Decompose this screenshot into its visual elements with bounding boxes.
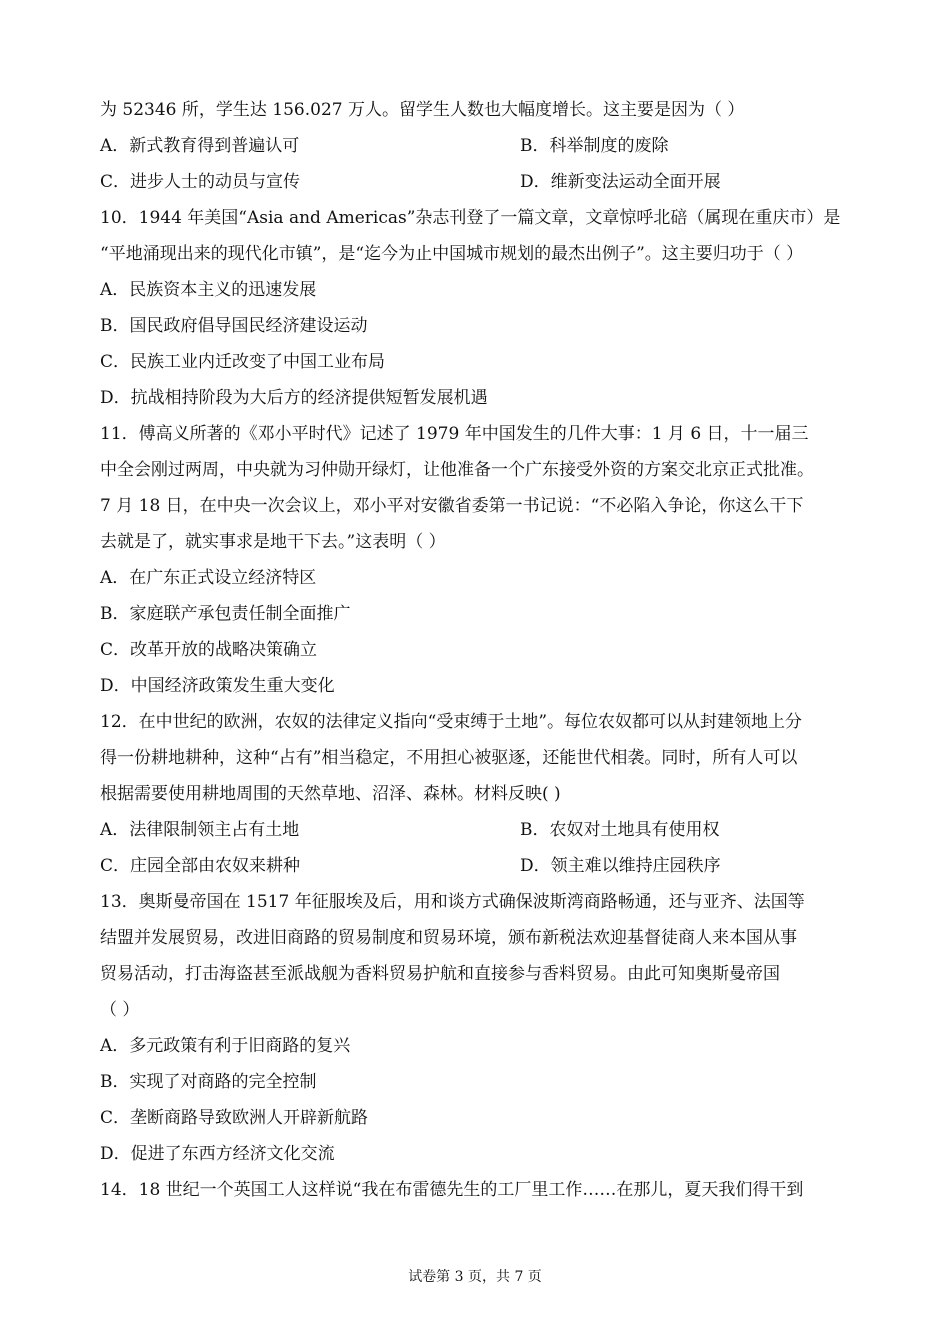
question-9-options-row-2	[100, 171, 721, 193]
question-13-line-1: 13．奥斯曼帝国在 1517 年征服埃及后，用和谈方式确保波斯湾商路畅通，还与亚齐、法国等	[100, 892, 805, 912]
option-a[interactable]: A．法律限制领主占有土地	[100, 820, 300, 840]
question-11-option-c[interactable]: C．改革开放的战略决策确立	[100, 640, 318, 660]
question-11-option-b[interactable]: B．家庭联产承包责任制全面推广	[100, 604, 351, 624]
question-11-line-4: 去就是了，就实事求是地干下去。”这表明（ ）	[100, 532, 446, 552]
question-9-text: 为 52346 所，学生达 156.027 万人。留学生人数也大幅度增长。这主要是因为（ ）	[100, 100, 745, 120]
question-12-line-1: 12．在中世纪的欧洲，农奴的法律定义指向“受束缚于土地”。每位农奴都可以从封建领地上分	[100, 712, 803, 732]
option-d[interactable]: D．领主难以维持庄园秩序	[520, 856, 721, 876]
option-b[interactable]: B．科举制度的废除	[520, 136, 669, 156]
question-13-line-3: 贸易活动，打击海盗甚至派战舰为香料贸易护航和直接参与香料贸易。由此可知奥斯曼帝国	[100, 964, 780, 984]
question-13-line-4: （ ）	[100, 1000, 140, 1020]
question-9-options-row-1	[100, 135, 669, 157]
option-d[interactable]: D．维新变法运动全面开展	[520, 172, 721, 192]
question-13-line-2: 结盟并发展贸易，改进旧商路的贸易制度和贸易环境，颁布新税法欢迎基督徒商人来本国从事	[100, 928, 797, 948]
option-a[interactable]: A．新式教育得到普遍认可	[100, 136, 300, 156]
question-11-line-1: 11．傅高义所著的《邓小平时代》记述了 1979 年中国发生的几件大事：1 月 6 日，十一届三	[100, 424, 809, 444]
question-13-option-d[interactable]: D．促进了东西方经济文化交流	[100, 1144, 335, 1164]
question-11-option-a[interactable]: A．在广东正式设立经济特区	[100, 568, 317, 588]
question-13-option-c[interactable]: C．垄断商路导致欧洲人开辟新航路	[100, 1108, 369, 1128]
question-10-line-1: 10．1944 年美国“Asia and Americas”杂志刊登了一篇文章，文章惊呼北碚（属现在重庆市）是	[100, 208, 841, 228]
question-14-line-1: 14．18 世纪一个英国工人这样说“我在布雷德先生的工厂里工作……在那儿，夏天我们得干到	[100, 1180, 804, 1200]
question-11-option-d[interactable]: D．中国经济政策发生重大变化	[100, 676, 335, 696]
question-11-line-3: 7 月 18 日，在中央一次会议上，邓小平对安徽省委第一书记说：“不必陷入争论，你这么干下	[100, 496, 804, 516]
question-13-option-b[interactable]: B．实现了对商路的完全控制	[100, 1072, 317, 1092]
question-12-line-3: 根据需要使用耕地周围的天然草地、沼泽、森林。材料反映( )	[100, 784, 561, 804]
question-10-line-2: “平地涌现出来的现代化市镇”，是“迄今为止中国城市规划的最杰出例子”。这主要归功于（ ）	[100, 244, 804, 264]
option-b[interactable]: B．农奴对土地具有使用权	[520, 820, 720, 840]
question-10-option-d[interactable]: D．抗战相持阶段为大后方的经济提供短暂发展机遇	[100, 388, 488, 408]
option-c[interactable]: C．庄园全部由农奴来耕种	[100, 856, 301, 876]
question-12-options-row-1	[100, 819, 720, 841]
question-10-option-c[interactable]: C．民族工业内迁改变了中国工业布局	[100, 352, 386, 372]
page-footer: 试卷第 3 页，共 7 页	[408, 1269, 542, 1285]
question-13-option-a[interactable]: A．多元政策有利于旧商路的复兴	[100, 1036, 351, 1056]
question-10-option-b[interactable]: B．国民政府倡导国民经济建设运动	[100, 316, 368, 336]
question-12-options-row-2	[100, 855, 721, 877]
question-12-line-2: 得一份耕地耕种，这种“占有”相当稳定，不用担心被驱逐，还能世代相袭。同时，所有人可以	[100, 748, 798, 768]
question-10-option-a[interactable]: A．民族资本主义的迅速发展	[100, 280, 317, 300]
question-11-line-2: 中全会刚过两周，中央就为习仲勋开绿灯，让他准备一个广东接受外资的方案交北京正式批准。	[100, 460, 814, 480]
option-c[interactable]: C．进步人士的动员与宣传	[100, 172, 301, 192]
